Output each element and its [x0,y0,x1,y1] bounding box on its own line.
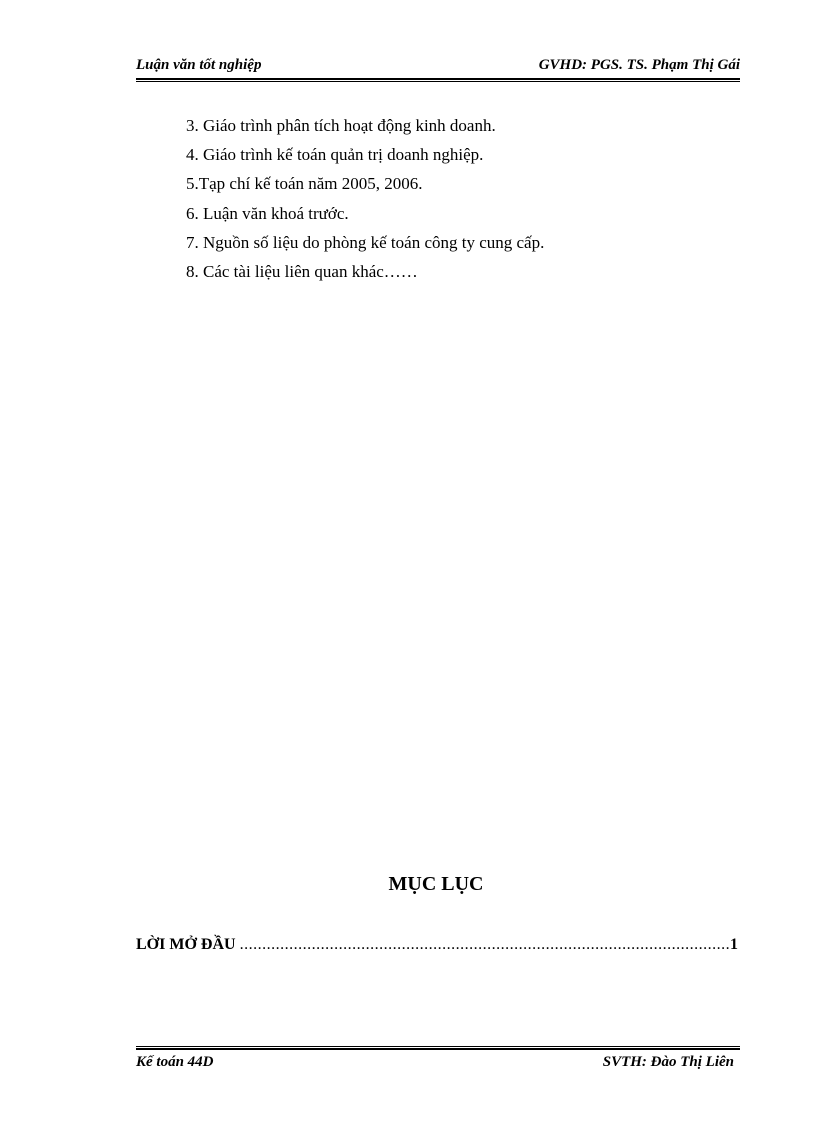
header-divider [136,78,740,82]
footer-student-label: SVTH: Đào Thị Liên [602,1054,734,1070]
footer-class-label: Kế toán 44D [136,1054,214,1070]
reference-item: 7. Nguồn số liệu do phòng kế toán công ty cung cấp. [186,232,545,252]
reference-item: 5.Tạp chí kế toán năm 2005, 2006. [186,174,423,194]
header-advisor-label: GVHD: PGS. TS. Phạm Thị Gái [538,57,740,73]
toc-dot-leader [240,936,729,954]
reference-list [186,114,544,289]
toc-entry[interactable] [136,936,738,954]
reference-item: 3. Giáo trình phân tích hoạt động kinh doanh. [186,116,496,135]
toc-entry-page: 1 [730,936,738,953]
reference-item: 6. Luận văn khoá trước. [186,203,349,223]
reference-item: 4. Giáo trình kế toán quản trị doanh nghiệp. [186,145,484,165]
toc-entry-label: LỜI MỞ ĐẦU [136,936,236,953]
footer-divider [136,1046,740,1050]
header-thesis-label: Luận văn tốt nghiệp [136,57,262,73]
reference-item: 8. Các tài liệu liên quan khác…… [186,261,418,281]
toc-title: MỤC LỤC [388,873,484,895]
